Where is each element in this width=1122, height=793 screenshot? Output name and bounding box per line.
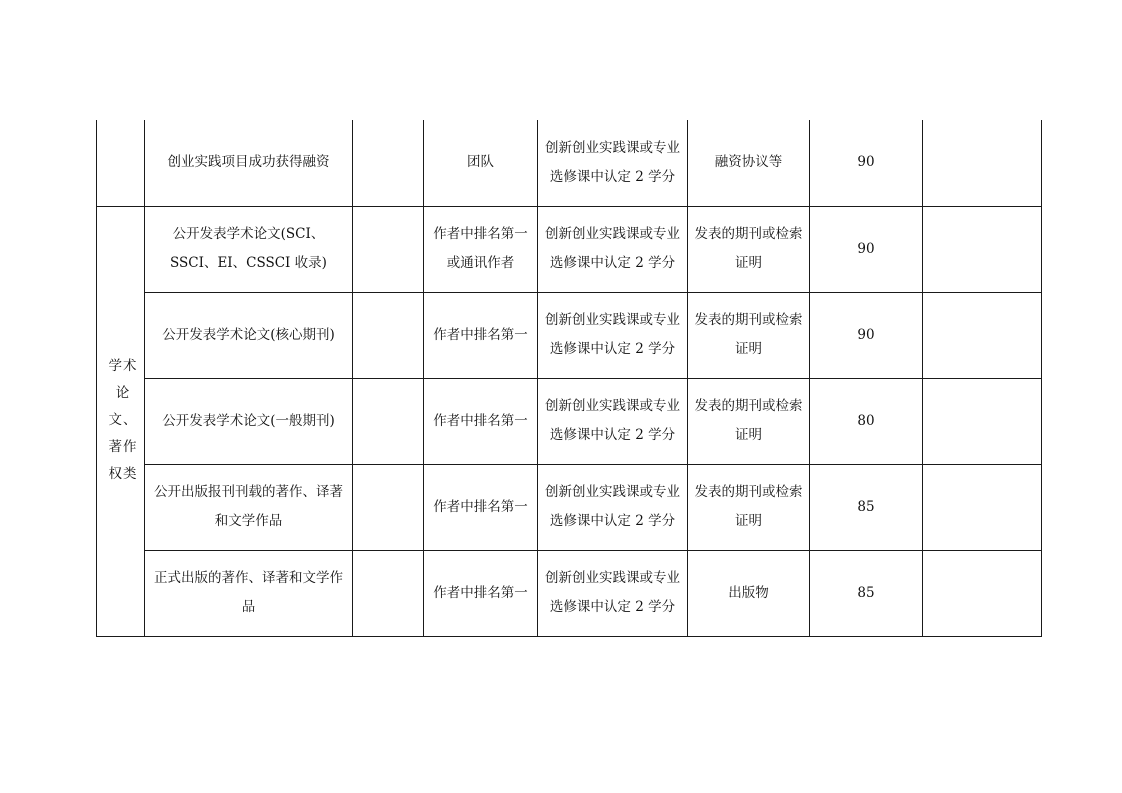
participant-cell: 作者中排名第一 [424, 550, 538, 636]
recognition-cell: 创新创业实践课或专业选修课中认定 2 学分 [538, 120, 688, 206]
recognition-cell: 创新创业实践课或专业选修课中认定 2 学分 [538, 378, 688, 464]
note-cell [923, 206, 1042, 292]
blank-cell [353, 292, 424, 378]
proof-cell: 发表的期刊或检索证明 [688, 292, 810, 378]
score-cell: 90 [810, 292, 923, 378]
item-cell: 创业实践项目成功获得融资 [145, 120, 353, 206]
recognition-cell: 创新创业实践课或专业选修课中认定 2 学分 [538, 550, 688, 636]
participant-cell: 团队 [424, 120, 538, 206]
recognition-cell: 创新创业实践课或专业选修课中认定 2 学分 [538, 464, 688, 550]
participant-cell: 作者中排名第一 [424, 464, 538, 550]
recognition-cell: 创新创业实践课或专业选修课中认定 2 学分 [538, 206, 688, 292]
category-cell [97, 206, 145, 636]
score-cell: 80 [810, 378, 923, 464]
blank-cell [353, 120, 424, 206]
table-row [97, 292, 1042, 378]
item-cell: 公开发表学术论文(核心期刊) [145, 292, 353, 378]
participant-cell: 作者中排名第一 [424, 292, 538, 378]
proof-cell: 发表的期刊或检索证明 [688, 378, 810, 464]
blank-cell [353, 550, 424, 636]
note-cell [923, 120, 1042, 206]
score-cell: 90 [810, 120, 923, 206]
recognition-cell: 创新创业实践课或专业选修课中认定 2 学分 [538, 292, 688, 378]
note-cell [923, 292, 1042, 378]
table-row [97, 464, 1042, 550]
item-cell: 公开发表学术论文(一般期刊) [145, 378, 353, 464]
participant-cell: 作者中排名第一或通讯作者 [424, 206, 538, 292]
score-cell: 85 [810, 550, 923, 636]
category-label: 学术论文、著作权类 [108, 358, 138, 482]
participant-cell: 作者中排名第一 [424, 378, 538, 464]
score-cell: 85 [810, 464, 923, 550]
proof-cell: 发表的期刊或检索证明 [688, 464, 810, 550]
note-cell [923, 378, 1042, 464]
item-cell: 公开出版报刊刊载的著作、译著和文学作品 [145, 464, 353, 550]
item-cell: 正式出版的著作、译著和文学作品 [145, 550, 353, 636]
table-row [97, 550, 1042, 636]
blank-cell [353, 378, 424, 464]
table-row [97, 206, 1042, 292]
item-cell: 公开发表学术论文(SCI、SSCI、EI、CSSCI 收录) [145, 206, 353, 292]
note-cell [923, 550, 1042, 636]
credit-table [96, 120, 1042, 637]
category-cell-empty [97, 120, 145, 206]
proof-cell: 出版物 [688, 550, 810, 636]
table-row [97, 120, 1042, 206]
score-cell: 90 [810, 206, 923, 292]
proof-cell: 融资协议等 [688, 120, 810, 206]
note-cell [923, 464, 1042, 550]
blank-cell [353, 464, 424, 550]
blank-cell [353, 206, 424, 292]
proof-cell: 发表的期刊或检索证明 [688, 206, 810, 292]
table-row [97, 378, 1042, 464]
